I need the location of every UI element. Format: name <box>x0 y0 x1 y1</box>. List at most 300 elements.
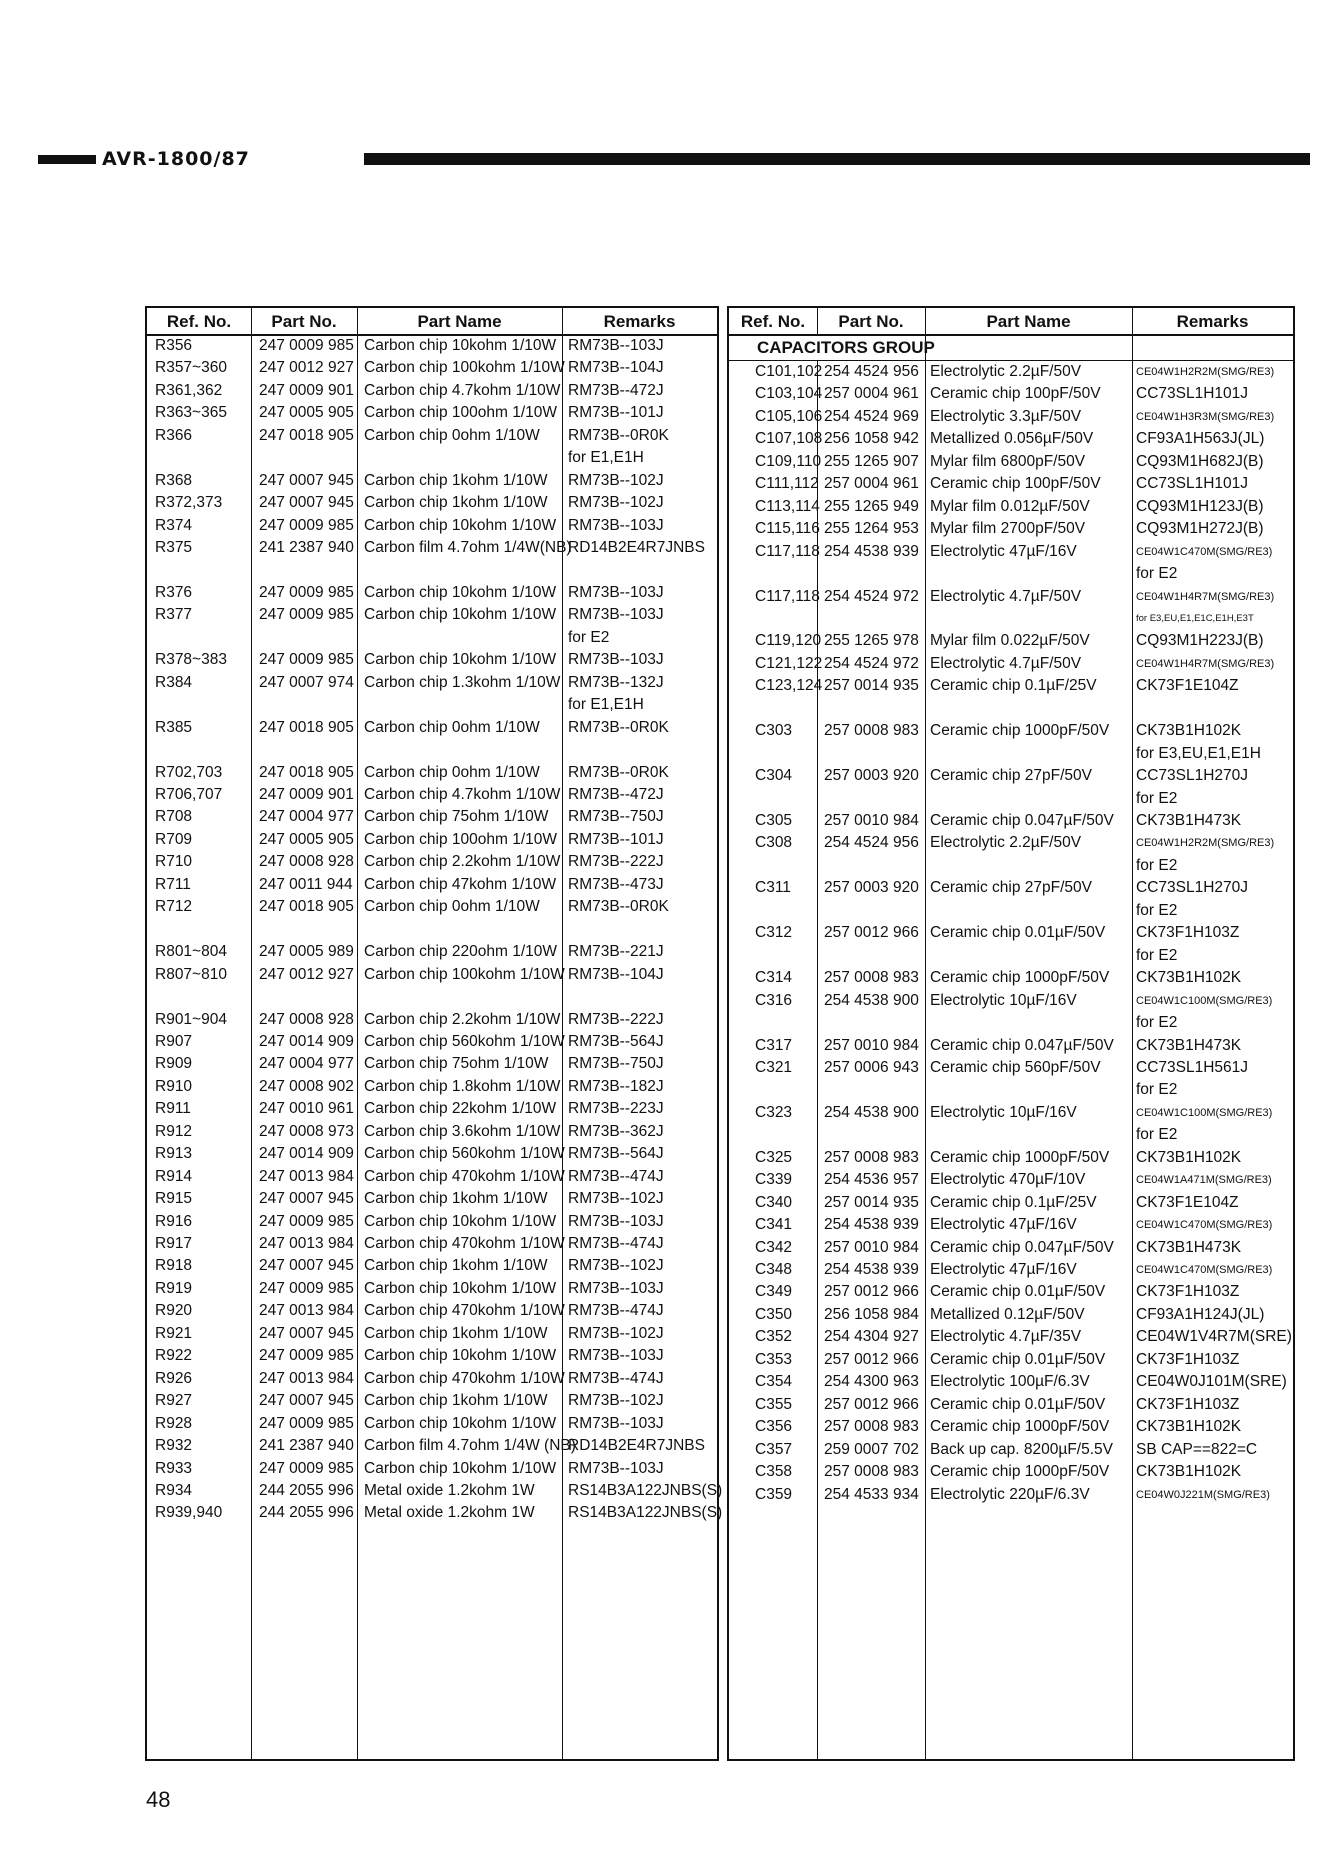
cell-rem: CF93A1H563J(JL) <box>1136 430 1265 448</box>
cell-rem: RM73B--222J <box>568 1010 664 1028</box>
cell-ref: R372,373 <box>155 494 223 512</box>
cell-name: Carbon chip 1kohm 1/10W <box>364 1257 548 1275</box>
cell-rem: CE04W1H4R7M(SMG/RE3) <box>1136 590 1275 603</box>
cell-name: Electrolytic 2.2µF/50V <box>930 834 1082 852</box>
cell-part: 257 0014 935 <box>824 677 919 695</box>
cell-name: Carbon chip 220ohm 1/10W <box>364 943 558 961</box>
cell-name: Carbon chip 2.2kohm 1/10W <box>364 1010 561 1028</box>
cell-rem: CC73SL1H270J <box>1136 767 1249 785</box>
cell-rem: for E1,E1H <box>568 696 644 714</box>
cell-rem: CK73B1H102K <box>1136 969 1242 987</box>
cell-name: Electrolytic 2.2µF/50V <box>930 363 1082 380</box>
cell-ref: R911 <box>155 1100 191 1118</box>
cell-name: Carbon chip 0ohm 1/10W <box>364 718 540 736</box>
cell-part: 257 0012 966 <box>824 924 919 942</box>
cell-rem: RM73B--102J <box>568 1324 664 1342</box>
column-divider <box>925 308 926 1759</box>
cell-name: Mylar film 0.022µF/50V <box>930 632 1090 650</box>
cell-rem: CK73B1H102K <box>1136 1418 1242 1436</box>
cell-rem: RM73B--102J <box>568 494 664 512</box>
cell-ref: R916 <box>155 1212 193 1230</box>
cell-ref: C321 <box>755 1058 793 1076</box>
table-header <box>729 308 1293 334</box>
cell-rem: for E3,EU,E1,E1H <box>1136 744 1261 762</box>
cell-part: 247 0007 945 <box>259 494 354 512</box>
cell-rem: RM73B--223J <box>568 1100 664 1118</box>
cell-ref: R368 <box>155 471 193 489</box>
cell-part: 254 4538 939 <box>824 542 919 560</box>
cell-part: 257 0010 984 <box>824 812 919 829</box>
cell-part: 247 0007 945 <box>259 1257 354 1275</box>
col-header-name: Part Name <box>417 312 502 331</box>
cell-part: 247 0005 989 <box>259 943 354 961</box>
cell-rem: RM73B--0R0K <box>568 426 669 444</box>
cell-rem: CK73F1H103Z <box>1136 1395 1240 1413</box>
cell-rem: for E2 <box>1136 856 1178 874</box>
cell-part: 254 4536 957 <box>824 1171 919 1189</box>
cell-name: Ceramic chip 27pF/50V <box>930 767 1092 785</box>
cell-part: 247 0007 945 <box>259 1190 354 1208</box>
cell-rem: RM73B--564J <box>568 1145 664 1163</box>
cell-rem: RM73B--474J <box>568 1167 664 1185</box>
cell-ref: R356 <box>155 337 193 354</box>
cell-part: 257 0008 983 <box>824 722 919 740</box>
cell-rem: RM73B--103J <box>568 337 664 354</box>
cell-rem: CC73SL1H561J <box>1136 1058 1249 1076</box>
cell-name: Mylar film 2700pF/50V <box>930 520 1086 538</box>
cell-ref: C101,102 <box>755 363 823 380</box>
cell-ref: C117,118 <box>755 587 820 605</box>
cell-ref: R907 <box>155 1032 193 1050</box>
cell-rem: RM73B--362J <box>568 1122 664 1140</box>
cell-ref: R910 <box>155 1077 193 1095</box>
cell-part: 254 4538 939 <box>824 1261 919 1278</box>
cell-ref: R933 <box>155 1459 193 1477</box>
cell-ref: R357~360 <box>155 359 227 377</box>
cell-ref: C350 <box>755 1305 793 1323</box>
cell-name: Carbon chip 1.8kohm 1/10W <box>364 1077 561 1095</box>
cell-ref: C304 <box>755 767 793 785</box>
column-divider <box>817 308 818 334</box>
cell-part: 254 4538 900 <box>824 991 919 1009</box>
cell-rem: CK73F1H103Z <box>1136 1283 1240 1301</box>
cell-rem: for E2 <box>1136 946 1178 964</box>
cell-name: Ceramic chip 0.01µF/50V <box>930 1283 1106 1301</box>
cell-name: Carbon chip 560kohm 1/10W <box>364 1032 565 1050</box>
cell-name: Carbon chip 22kohm 1/10W <box>364 1100 557 1118</box>
cell-part: 257 0008 983 <box>824 1463 919 1481</box>
cell-name: Carbon chip 47kohm 1/10W <box>364 875 557 893</box>
cell-part: 254 4524 969 <box>824 407 919 425</box>
cell-ref: R363~365 <box>155 404 227 422</box>
col-header-remarks: Remarks <box>1176 312 1249 331</box>
cell-part: 247 0004 977 <box>259 808 354 826</box>
cell-name: Electrolytic 47µF/16V <box>930 1216 1077 1234</box>
cell-rem: CK73B1H102K <box>1136 1463 1242 1481</box>
cell-name: Carbon chip 10kohm 1/10W <box>364 337 557 354</box>
cell-rem: RM73B--474J <box>568 1302 664 1320</box>
cell-ref: R912 <box>155 1122 193 1140</box>
cell-part: 259 0007 702 <box>824 1440 919 1458</box>
cell-name: Ceramic chip 0.01µF/50V <box>930 1395 1106 1413</box>
cell-part: 247 0013 984 <box>259 1302 354 1320</box>
cell-rem: CQ93M1H272J(B) <box>1136 520 1264 538</box>
cell-rem: for E2 <box>1136 1126 1178 1144</box>
cell-part: 244 2055 996 <box>259 1504 354 1522</box>
cell-ref: R927 <box>155 1392 193 1410</box>
cell-rem: RM73B--0R0K <box>568 763 669 781</box>
cell-ref: R807~810 <box>155 965 227 983</box>
cell-ref: R377 <box>155 606 193 624</box>
cell-name: Electrolytic 100µF/6.3V <box>930 1373 1090 1391</box>
col-header-part: Part No. <box>838 312 904 331</box>
cell-rem: RM73B--103J <box>568 583 664 601</box>
cell-part: 254 4524 972 <box>824 654 919 672</box>
cell-rem: CE04W1H2R2M(SMG/RE3) <box>1136 366 1275 378</box>
cell-rem: RM73B--104J <box>568 359 664 377</box>
cell-ref: C357 <box>755 1440 793 1458</box>
cell-name: Ceramic chip 1000pF/50V <box>930 1418 1110 1436</box>
cell-rem: RM73B--101J <box>568 830 664 848</box>
cell-part: 247 0018 905 <box>259 718 354 736</box>
cell-ref: C317 <box>755 1036 793 1054</box>
cell-rem: RM73B--103J <box>568 1279 664 1297</box>
cell-part: 257 0003 920 <box>824 767 919 785</box>
cell-name: Carbon film 4.7ohm 1/4W(NB) <box>364 539 572 557</box>
cell-part: 254 4533 934 <box>824 1485 919 1503</box>
cell-rem: RM73B--182J <box>568 1077 664 1095</box>
cell-name: Carbon chip 10kohm 1/10W <box>364 606 557 624</box>
cell-part: 247 0007 945 <box>259 1392 354 1410</box>
cell-ref: C109,110 <box>755 452 822 470</box>
cell-name: Ceramic chip 0.1µF/25V <box>930 677 1097 695</box>
cell-ref: R917 <box>155 1235 193 1252</box>
cell-name: Carbon chip 10kohm 1/10W <box>364 1414 557 1432</box>
cell-name: Carbon chip 0ohm 1/10W <box>364 426 540 444</box>
cell-part: 254 4524 956 <box>824 363 919 380</box>
cell-rem: CE04W1C100M(SMG/RE3) <box>1136 1106 1273 1119</box>
cell-ref: C354 <box>755 1373 793 1391</box>
cell-ref: R711 <box>155 875 191 893</box>
cell-rem: RD14B2E4R7JNBS <box>568 539 705 557</box>
cell-name: Electrolytic 4.7µF/50V <box>930 654 1082 672</box>
resistor-parts-table <box>145 306 723 1761</box>
cell-rem: CE04W1C470M(SMG/RE3) <box>1136 545 1273 558</box>
cell-part: 247 0008 928 <box>259 853 354 871</box>
cell-rem: RS14B3A122JNBS(S) <box>568 1481 723 1499</box>
cell-rem: RM73B--102J <box>568 471 664 489</box>
cell-part: 247 0012 927 <box>259 359 354 377</box>
cell-rem: CF93A1H124J(JL) <box>1136 1305 1265 1323</box>
column-divider <box>817 360 818 1759</box>
cell-part: 247 0007 974 <box>259 673 354 691</box>
cell-part: 247 0018 905 <box>259 763 354 781</box>
column-divider <box>1132 308 1133 1759</box>
cell-part: 255 1265 949 <box>824 497 919 515</box>
cell-ref: R374 <box>155 516 193 534</box>
cell-rem: CK73F1E104Z <box>1136 677 1239 695</box>
cell-part: 247 0009 985 <box>259 1212 354 1230</box>
cell-ref: R921 <box>155 1324 193 1342</box>
cell-name: Metallized 0.12µF/50V <box>930 1305 1085 1323</box>
cell-name: Metal oxide 1.2kohm 1W <box>364 1504 535 1522</box>
cell-part: 257 0014 935 <box>824 1193 919 1211</box>
cell-name: Ceramic chip 0.047µF/50V <box>930 1036 1114 1054</box>
cell-rem: CK73F1E104Z <box>1136 1193 1239 1211</box>
cell-ref: R926 <box>155 1369 193 1387</box>
cell-name: Ceramic chip 0.1µF/25V <box>930 1193 1097 1211</box>
cell-part: 257 0008 983 <box>824 1418 919 1436</box>
cell-ref: C103,104 <box>755 385 823 403</box>
cell-ref: C117,118 <box>755 542 820 560</box>
cell-rem: RM73B--132J <box>568 673 664 691</box>
cell-name: Carbon chip 470kohm 1/10W <box>364 1167 565 1185</box>
cell-ref: C339 <box>755 1171 793 1189</box>
cell-name: Carbon chip 470kohm 1/10W <box>364 1302 565 1320</box>
cell-ref: C341 <box>755 1216 793 1234</box>
cell-part: 257 0010 984 <box>824 1238 919 1256</box>
cell-name: Electrolytic 220µF/6.3V <box>930 1485 1090 1503</box>
cell-part: 247 0011 944 <box>259 875 353 893</box>
cell-rem: CC73SL1H101J <box>1136 475 1249 493</box>
cell-part: 255 1265 978 <box>824 632 919 650</box>
cell-ref: R920 <box>155 1302 193 1320</box>
cell-name: Carbon chip 1kohm 1/10W <box>364 1392 548 1410</box>
cell-name: Ceramic chip 1000pF/50V <box>930 1148 1110 1166</box>
cell-ref: R919 <box>155 1279 193 1297</box>
cell-ref: C115,116 <box>755 520 820 538</box>
cell-rem: CE04W1V4R7M(SRE) <box>1136 1328 1292 1346</box>
cell-name: Electrolytic 3.3µF/50V <box>930 407 1082 425</box>
cell-ref: C323 <box>755 1103 793 1121</box>
cell-rem: CK73B1H473K <box>1136 812 1242 829</box>
cell-ref: C308 <box>755 834 793 852</box>
cell-ref: C123,124 <box>755 677 823 695</box>
cell-part: 247 0005 905 <box>259 830 354 848</box>
cell-rem: RM73B--564J <box>568 1032 664 1050</box>
cell-ref: C359 <box>755 1485 793 1503</box>
cell-part: 254 4538 939 <box>824 1216 919 1234</box>
cell-name: Carbon chip 10kohm 1/10W <box>364 651 557 669</box>
cell-rem: RM73B--0R0K <box>568 898 669 916</box>
cell-part: 247 0018 905 <box>259 898 354 916</box>
cell-rem: RM73B--103J <box>568 516 664 534</box>
cell-part: 244 2055 996 <box>259 1481 354 1499</box>
cell-name: Carbon chip 10kohm 1/10W <box>364 516 557 534</box>
cell-ref: C303 <box>755 722 793 740</box>
cell-ref: R909 <box>155 1055 193 1073</box>
cell-name: Ceramic chip 1000pF/50V <box>930 1463 1110 1481</box>
column-divider <box>251 308 252 1759</box>
cell-ref: C312 <box>755 924 793 942</box>
cell-name: Ceramic chip 100pF/50V <box>930 475 1101 493</box>
cell-rem: CC73SL1H270J <box>1136 879 1249 897</box>
cell-name: Electrolytic 4.7µF/50V <box>930 587 1082 605</box>
cell-ref: R712 <box>155 898 193 916</box>
cell-name: Carbon chip 1kohm 1/10W <box>364 471 548 489</box>
cell-ref: C352 <box>755 1328 793 1346</box>
cell-ref: R922 <box>155 1347 193 1365</box>
cell-name: Carbon chip 0ohm 1/10W <box>364 763 540 781</box>
cell-part: 247 0009 985 <box>259 583 354 601</box>
cell-rem: CE04W1C470M(SMG/RE3) <box>1136 1264 1273 1276</box>
cell-ref: C340 <box>755 1193 793 1211</box>
cell-ref: C119,120 <box>755 632 822 650</box>
cell-name: Electrolytic 10µF/16V <box>930 1103 1077 1121</box>
cell-part: 247 0009 985 <box>259 651 354 669</box>
cell-rem: for E3,EU,E1,E1C,E1H,E3T <box>1136 612 1254 624</box>
cell-rem: RM73B--472J <box>568 786 664 803</box>
cell-name: Carbon chip 4.7kohm 1/10W <box>364 381 561 399</box>
cell-rem: for E2 <box>1136 901 1178 919</box>
cell-name: Electrolytic 47µF/16V <box>930 1261 1077 1278</box>
cell-rem: CE04W0J101M(SRE) <box>1136 1373 1287 1391</box>
cell-name: Carbon chip 4.7kohm 1/10W <box>364 786 561 803</box>
cell-rem: CQ93M1H682J(B) <box>1136 452 1264 470</box>
cell-part: 254 4524 972 <box>824 587 919 605</box>
cell-part: 257 0010 984 <box>824 1036 919 1054</box>
cell-rem: CE04W1C100M(SMG/RE3) <box>1136 994 1273 1007</box>
cell-name: Carbon chip 100ohm 1/10W <box>364 830 558 848</box>
cell-ref: C348 <box>755 1261 793 1278</box>
cell-name: Carbon chip 1.3kohm 1/10W <box>364 673 561 691</box>
table-header <box>147 308 717 334</box>
cell-part: 254 4304 927 <box>824 1328 919 1346</box>
cell-name: Metal oxide 1.2kohm 1W <box>364 1481 535 1499</box>
page-header <box>38 148 1310 170</box>
cell-rem: CK73B1H102K <box>1136 722 1242 740</box>
cell-ref: R801~804 <box>155 943 227 961</box>
cell-name: Carbon chip 100kohm 1/10W <box>364 359 565 377</box>
cell-ref: R915 <box>155 1190 193 1208</box>
cell-ref: R361,362 <box>155 381 223 399</box>
cell-rem: RM73B--750J <box>568 1055 664 1073</box>
cell-ref: R939,940 <box>155 1504 223 1522</box>
header-left-bar <box>38 155 96 164</box>
col-header-ref: Ref. No. <box>166 312 232 331</box>
cell-part: 247 0008 902 <box>259 1077 354 1095</box>
cell-name: Carbon chip 3.6kohm 1/10W <box>364 1122 561 1140</box>
cell-ref: R918 <box>155 1257 193 1275</box>
cell-name: Electrolytic 4.7µF/35V <box>930 1328 1082 1346</box>
cell-part: 247 0018 905 <box>259 426 354 444</box>
cell-ref: C353 <box>755 1350 793 1368</box>
group-title: CAPACITORS GROUP <box>757 338 935 357</box>
cell-name: Carbon chip 10kohm 1/10W <box>364 1459 557 1477</box>
cell-rem: RM73B--473J <box>568 875 664 893</box>
cell-part: 257 0012 966 <box>824 1283 919 1301</box>
cell-name: Electrolytic 470µF/10V <box>930 1171 1086 1189</box>
cell-part: 247 0009 985 <box>259 1279 354 1297</box>
cell-part: 257 0003 920 <box>824 879 919 897</box>
cell-name: Carbon chip 470kohm 1/10W <box>364 1235 565 1252</box>
cell-part: 255 1264 953 <box>824 520 919 538</box>
cell-part: 257 0006 943 <box>824 1058 919 1076</box>
page-number: 48 <box>146 1787 171 1812</box>
cell-rem: RM73B--750J <box>568 808 664 826</box>
cell-ref: C316 <box>755 991 793 1009</box>
cell-part: 257 0004 961 <box>824 475 919 493</box>
header-divider <box>729 334 1293 336</box>
cell-name: Carbon chip 10kohm 1/10W <box>364 1279 557 1297</box>
cell-part: 247 0009 901 <box>259 381 354 399</box>
cell-ref: C358 <box>755 1463 793 1481</box>
cell-name: Ceramic chip 1000pF/50V <box>930 722 1110 740</box>
cell-part: 247 0012 927 <box>259 965 354 983</box>
cell-name: Carbon chip 1kohm 1/10W <box>364 1190 548 1208</box>
cell-ref: C121,122 <box>755 654 823 672</box>
cell-ref: R376 <box>155 583 193 601</box>
cell-part: 247 0005 905 <box>259 404 354 422</box>
cell-ref: C311 <box>755 879 791 897</box>
cell-ref: C111,112 <box>755 475 819 493</box>
cell-name: Ceramic chip 0.01µF/50V <box>930 1350 1106 1368</box>
header-right-bar <box>364 153 1310 165</box>
cell-name: Carbon chip 75ohm 1/10W <box>364 808 549 826</box>
cell-ref: R928 <box>155 1414 193 1432</box>
cell-rem: for E2 <box>568 628 610 646</box>
cell-rem: RM73B--103J <box>568 1347 664 1365</box>
cell-rem: CC73SL1H101J <box>1136 385 1249 403</box>
cell-rem: RM73B--103J <box>568 1212 664 1230</box>
cell-name: Carbon chip 75ohm 1/10W <box>364 1055 549 1073</box>
cell-rem: CE04W1C470M(SMG/RE3) <box>1136 1219 1273 1232</box>
cell-ref: R385 <box>155 718 193 736</box>
capacitor-parts-table <box>727 306 1295 1761</box>
cell-part: 247 0014 909 <box>259 1032 354 1050</box>
cell-part: 247 0014 909 <box>259 1145 354 1163</box>
cell-part: 255 1265 907 <box>824 452 919 470</box>
cell-ref: R914 <box>155 1167 193 1185</box>
cell-rem: for E2 <box>1136 565 1178 583</box>
cell-name: Carbon chip 560kohm 1/10W <box>364 1145 565 1163</box>
cell-part: 256 1058 942 <box>824 430 919 448</box>
cell-part: 247 0007 945 <box>259 1324 354 1342</box>
cell-ref: C105,106 <box>755 407 823 425</box>
cell-name: Carbon chip 470kohm 1/10W <box>364 1369 565 1387</box>
cell-rem: SB CAP==822=C <box>1136 1440 1258 1458</box>
cell-name: Carbon chip 1kohm 1/10W <box>364 1324 548 1342</box>
col-header-remarks: Remarks <box>603 312 676 331</box>
cell-name: Back up cap. 8200µF/5.5V <box>930 1440 1113 1458</box>
group-divider <box>729 360 1293 361</box>
cell-ref: R932 <box>155 1437 193 1455</box>
cell-name: Mylar film 6800pF/50V <box>930 452 1086 470</box>
cell-rem: RM73B--101J <box>568 404 664 422</box>
cell-ref: R378~383 <box>155 651 227 669</box>
cell-name: Carbon chip 10kohm 1/10W <box>364 1212 557 1230</box>
cell-rem: CE04W1H4R7M(SMG/RE3) <box>1136 657 1275 670</box>
cell-ref: C356 <box>755 1418 793 1436</box>
cell-name: Carbon chip 100ohm 1/10W <box>364 404 558 422</box>
cell-part: 241 2387 940 <box>259 539 354 557</box>
cell-ref: C305 <box>755 812 793 829</box>
cell-name: Carbon chip 2.2kohm 1/10W <box>364 853 561 871</box>
cell-rem: RM73B--0R0K <box>568 718 669 736</box>
cell-ref: C113,114 <box>755 497 820 515</box>
cell-rem: RM73B--474J <box>568 1235 664 1252</box>
cell-part: 247 0009 985 <box>259 1414 354 1432</box>
cell-name: Mylar film 0.012µF/50V <box>930 497 1090 515</box>
cell-part: 247 0007 945 <box>259 471 354 489</box>
cell-ref: R708 <box>155 808 193 826</box>
cell-part: 256 1058 984 <box>824 1305 919 1323</box>
cell-name: Ceramic chip 27pF/50V <box>930 879 1092 897</box>
cell-name: Ceramic chip 0.047µF/50V <box>930 1238 1114 1256</box>
cell-part: 247 0008 928 <box>259 1010 354 1028</box>
cell-name: Ceramic chip 0.047µF/50V <box>930 812 1114 829</box>
cell-rem: CE04W1H3R3M(SMG/RE3) <box>1136 410 1275 423</box>
